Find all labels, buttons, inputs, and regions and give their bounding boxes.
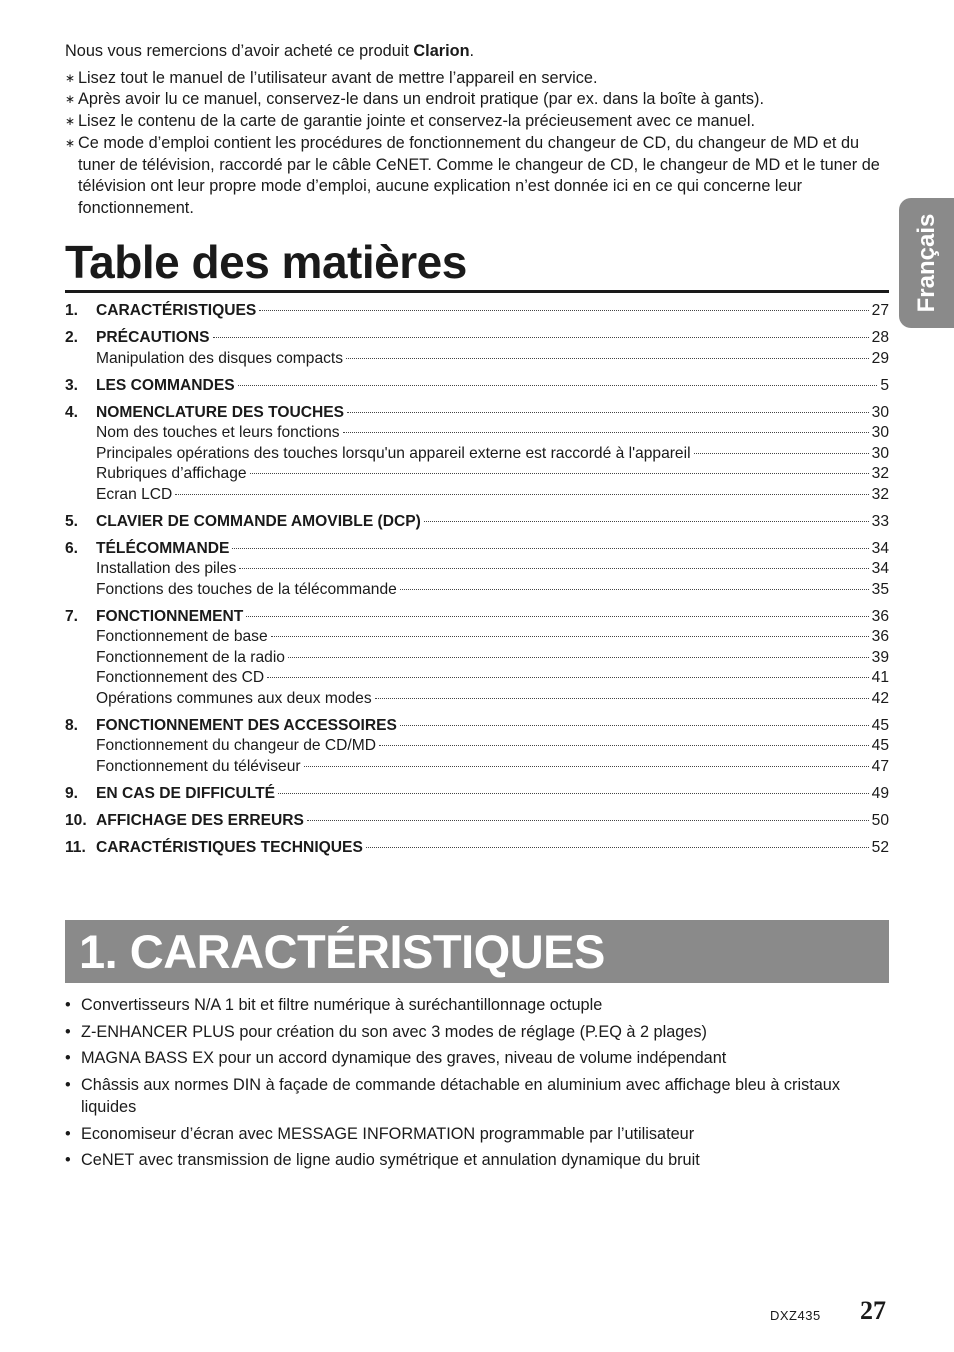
dot-leader bbox=[213, 337, 869, 338]
toc-title-rule bbox=[65, 290, 889, 293]
model-number: DXZ435 bbox=[770, 1308, 821, 1323]
toc-subentry-page: 34 bbox=[871, 560, 889, 577]
toc-entry-title: AFFICHAGE DES ERREURS bbox=[96, 811, 304, 829]
toc-subentry-page: 47 bbox=[871, 757, 889, 775]
toc-entry-title: NOMENCLATURE DES TOUCHES bbox=[96, 403, 345, 421]
intro-note: ∗ Ce mode d’emploi contient les procédures de fonctionnement du changeur de CD, du changeur de MD et du tuner de télévision, raccordé par le câble CeNET. Comme le changeur de CD, le changeur de MD et le tuner de télévision ont leur propre mode d’emploi, aucune explication n’est donnée ici en ce qui concerne leur fonctionnement. bbox=[65, 133, 880, 217]
toc-entry-number: 1. bbox=[65, 302, 79, 319]
toc-subentry bbox=[65, 485, 889, 506]
toc-group bbox=[65, 811, 889, 832]
toc-entry-page: 49 bbox=[871, 784, 889, 802]
toc-subentry bbox=[65, 736, 889, 757]
dot-leader bbox=[232, 548, 868, 549]
toc-entry-page: 36 bbox=[871, 607, 889, 625]
language-tab-label: Français bbox=[912, 213, 940, 313]
toc-entry-number: 3. bbox=[65, 376, 79, 394]
dot-leader bbox=[259, 310, 868, 311]
feature-item: • Z-ENHANCER PLUS pour création du son avec 3 modes de réglage (P.EQ à 2 plages) bbox=[65, 1022, 889, 1044]
toc-subentry bbox=[65, 757, 889, 778]
toc-subentry-page: 45 bbox=[871, 737, 889, 754]
toc-subentry-page: 30 bbox=[871, 444, 889, 462]
toc-subentry-page: 42 bbox=[871, 689, 889, 707]
language-tab bbox=[899, 198, 954, 328]
asterisk-bullet: ∗ bbox=[65, 92, 76, 107]
dot-leader bbox=[288, 657, 869, 658]
toc-group bbox=[65, 328, 889, 369]
dot-leader bbox=[271, 636, 869, 637]
dot-leader bbox=[238, 385, 878, 386]
dot-leader bbox=[304, 766, 869, 767]
feature-item: • CeNET avec transmission de ligne audio symétrique et annulation dynamique du bruit bbox=[65, 1150, 889, 1172]
dot-leader bbox=[175, 494, 868, 495]
toc-subentry-title: Fonctionnement des CD bbox=[96, 669, 265, 686]
toc-entry-page: 50 bbox=[871, 811, 889, 829]
toc-entry-page: 34 bbox=[871, 539, 889, 557]
toc-subentry-title: Fonctionnement de base bbox=[96, 628, 268, 645]
table-of-contents bbox=[65, 301, 889, 865]
bullet: • bbox=[65, 1022, 71, 1041]
bullet: • bbox=[65, 1151, 71, 1170]
toc-group bbox=[65, 784, 889, 805]
dot-leader bbox=[346, 358, 869, 359]
toc-group bbox=[65, 512, 889, 533]
toc-subentry-page: 32 bbox=[871, 485, 889, 503]
toc-entry bbox=[65, 328, 889, 349]
toc-group bbox=[65, 539, 889, 601]
toc-entry bbox=[65, 301, 889, 322]
section-banner bbox=[65, 920, 889, 983]
brand-name: Clarion bbox=[413, 42, 470, 60]
toc-subentry-title: Manipulation des disques compacts bbox=[96, 349, 344, 367]
toc-subentry bbox=[65, 648, 889, 669]
toc-subentry bbox=[65, 689, 889, 710]
toc-subentry-page: 39 bbox=[871, 648, 889, 666]
bullet: • bbox=[65, 1124, 71, 1143]
dot-leader bbox=[343, 432, 869, 433]
dot-leader bbox=[307, 820, 869, 821]
feature-item: • Economiseur d’écran avec MESSAGE INFORMATION programmable par l’utilisateur bbox=[65, 1124, 889, 1146]
toc-entry-page: 28 bbox=[871, 329, 889, 346]
toc-subentry-title: Fonctionnement de la radio bbox=[96, 648, 285, 666]
toc-entry-page: 33 bbox=[871, 512, 889, 530]
toc-entry-title: PRÉCAUTIONS bbox=[96, 329, 210, 346]
intro-note: ∗ Après avoir lu ce manuel, conservez-le dans un endroit pratique (par ex. dans la boîte à gants). bbox=[65, 89, 895, 111]
toc-entry-page: 30 bbox=[871, 403, 889, 421]
asterisk-bullet: ∗ bbox=[65, 114, 76, 129]
intro-note: ∗ Lisez le contenu de la carte de garantie jointe et conservez-la précieusement avec ce manuel. bbox=[65, 111, 895, 133]
toc-subentry bbox=[65, 349, 889, 370]
toc-subentry bbox=[65, 627, 889, 648]
dot-leader bbox=[375, 698, 869, 699]
toc-subentry bbox=[65, 668, 889, 689]
toc-entry-title: EN CAS DE DIFFICULTÉ bbox=[96, 784, 276, 802]
dot-leader bbox=[694, 453, 869, 454]
toc-group bbox=[65, 403, 889, 506]
toc-entry-number: 4. bbox=[65, 403, 79, 421]
bullet: • bbox=[65, 996, 71, 1014]
toc-entry-page: 52 bbox=[871, 838, 889, 856]
intro-block bbox=[65, 41, 895, 220]
toc-subentry bbox=[65, 580, 889, 601]
toc-entry-number: 2. bbox=[65, 329, 79, 346]
toc-entry bbox=[65, 811, 889, 832]
toc-entry-title: CARACTÉRISTIQUES TECHNIQUES bbox=[96, 838, 363, 856]
toc-group bbox=[65, 838, 889, 859]
toc-subentry-title: Principales opérations des touches lorsqu'un appareil externe est raccordé à l'appareil bbox=[96, 444, 691, 462]
dot-leader bbox=[278, 793, 869, 794]
toc-entry-number: 7. bbox=[65, 607, 79, 625]
toc-entry-title: LES COMMANDES bbox=[96, 376, 235, 394]
dot-leader bbox=[379, 745, 869, 746]
toc-entry bbox=[65, 403, 889, 424]
toc-entry-number: 9. bbox=[65, 784, 79, 802]
dot-leader bbox=[366, 847, 869, 848]
dot-leader bbox=[400, 589, 869, 590]
toc-subentry-page: 32 bbox=[871, 465, 889, 482]
toc-entry-title: FONCTIONNEMENT DES ACCESSOIRES bbox=[96, 716, 397, 734]
intro-notes bbox=[65, 68, 895, 220]
toc-entry bbox=[65, 784, 889, 805]
section-heading: 1. CARACTÉRISTIQUES bbox=[79, 925, 605, 978]
bullet: • bbox=[65, 1049, 71, 1068]
toc-subentry-page: 29 bbox=[871, 349, 889, 367]
toc-entry-page: 5 bbox=[880, 376, 889, 394]
toc-entry-number: 6. bbox=[65, 539, 79, 557]
toc-entry bbox=[65, 512, 889, 533]
toc-subentry-title: Rubriques d’affichage bbox=[96, 465, 247, 482]
toc-subentry bbox=[65, 423, 889, 444]
feature-item: • Convertisseurs N/A 1 bit et filtre numérique à suréchantillonnage octuple bbox=[65, 995, 889, 1017]
toc-group bbox=[65, 607, 889, 710]
dot-leader bbox=[347, 412, 869, 413]
toc-subentry-title: Fonctionnement du changeur de CD/MD bbox=[96, 737, 376, 754]
toc-subentry bbox=[65, 444, 889, 465]
toc-subentry-title: Fonctionnement du téléviseur bbox=[96, 757, 301, 775]
toc-subentry-title: Installation des piles bbox=[96, 560, 237, 577]
toc-entry bbox=[65, 838, 889, 859]
thanks-line: Nous vous remercions d’avoir acheté ce produit Clarion. bbox=[65, 42, 475, 60]
toc-subentry-title: Opérations communes aux deux modes bbox=[96, 689, 372, 707]
toc-entry-title: FONCTIONNEMENT bbox=[96, 607, 244, 625]
toc-subentry-page: 35 bbox=[871, 580, 889, 598]
intro-note: ∗ Lisez tout le manuel de l’utilisateur avant de mettre l’appareil en service. bbox=[65, 68, 895, 90]
toc-entry bbox=[65, 539, 889, 560]
toc-subentry-page: 36 bbox=[871, 628, 889, 645]
dot-leader bbox=[267, 677, 868, 678]
toc-entry-number: 5. bbox=[65, 512, 79, 530]
feature-item: • MAGNA BASS EX pour un accord dynamique des graves, niveau de volume indépendant bbox=[65, 1048, 889, 1070]
toc-subentry-page: 41 bbox=[871, 669, 889, 686]
toc-subentry-title: Ecran LCD bbox=[96, 485, 173, 503]
toc-subentry-title: Fonctions des touches de la télécommande bbox=[96, 580, 397, 598]
toc-group bbox=[65, 716, 889, 778]
toc-subentry-title: Nom des touches et leurs fonctions bbox=[96, 424, 340, 441]
dot-leader bbox=[400, 725, 869, 726]
toc-entry-title: CARACTÉRISTIQUES bbox=[96, 302, 257, 319]
dot-leader bbox=[424, 521, 869, 522]
page-number: 27 bbox=[860, 1296, 886, 1325]
toc-group bbox=[65, 301, 889, 322]
toc-entry-page: 27 bbox=[871, 302, 889, 319]
toc-title: Table des matières bbox=[65, 236, 467, 288]
dot-leader bbox=[239, 568, 868, 569]
toc-entry-page: 45 bbox=[871, 716, 889, 734]
toc-group bbox=[65, 376, 889, 397]
toc-entry-number: 11. bbox=[65, 838, 86, 856]
toc-entry bbox=[65, 716, 889, 737]
toc-entry-number: 10. bbox=[65, 811, 87, 829]
toc-subentry-page: 30 bbox=[871, 424, 889, 441]
features-list bbox=[65, 995, 889, 1177]
toc-entry bbox=[65, 376, 889, 397]
asterisk-bullet: ∗ bbox=[65, 135, 76, 150]
feature-item: • Châssis aux normes DIN à façade de commande détachable en aluminium avec affichage bleu à cristaux liquides bbox=[65, 1076, 841, 1116]
toc-entry-title: CLAVIER DE COMMANDE AMOVIBLE (DCP) bbox=[96, 512, 421, 530]
toc-subentry bbox=[65, 464, 889, 485]
bullet: • bbox=[65, 1076, 71, 1095]
toc-entry-number: 8. bbox=[65, 716, 79, 734]
toc-entry-title: TÉLÉCOMMANDE bbox=[96, 539, 230, 557]
dot-leader bbox=[246, 616, 868, 617]
dot-leader bbox=[250, 473, 869, 474]
toc-entry bbox=[65, 607, 889, 628]
asterisk-bullet: ∗ bbox=[65, 70, 76, 85]
toc-subentry bbox=[65, 559, 889, 580]
